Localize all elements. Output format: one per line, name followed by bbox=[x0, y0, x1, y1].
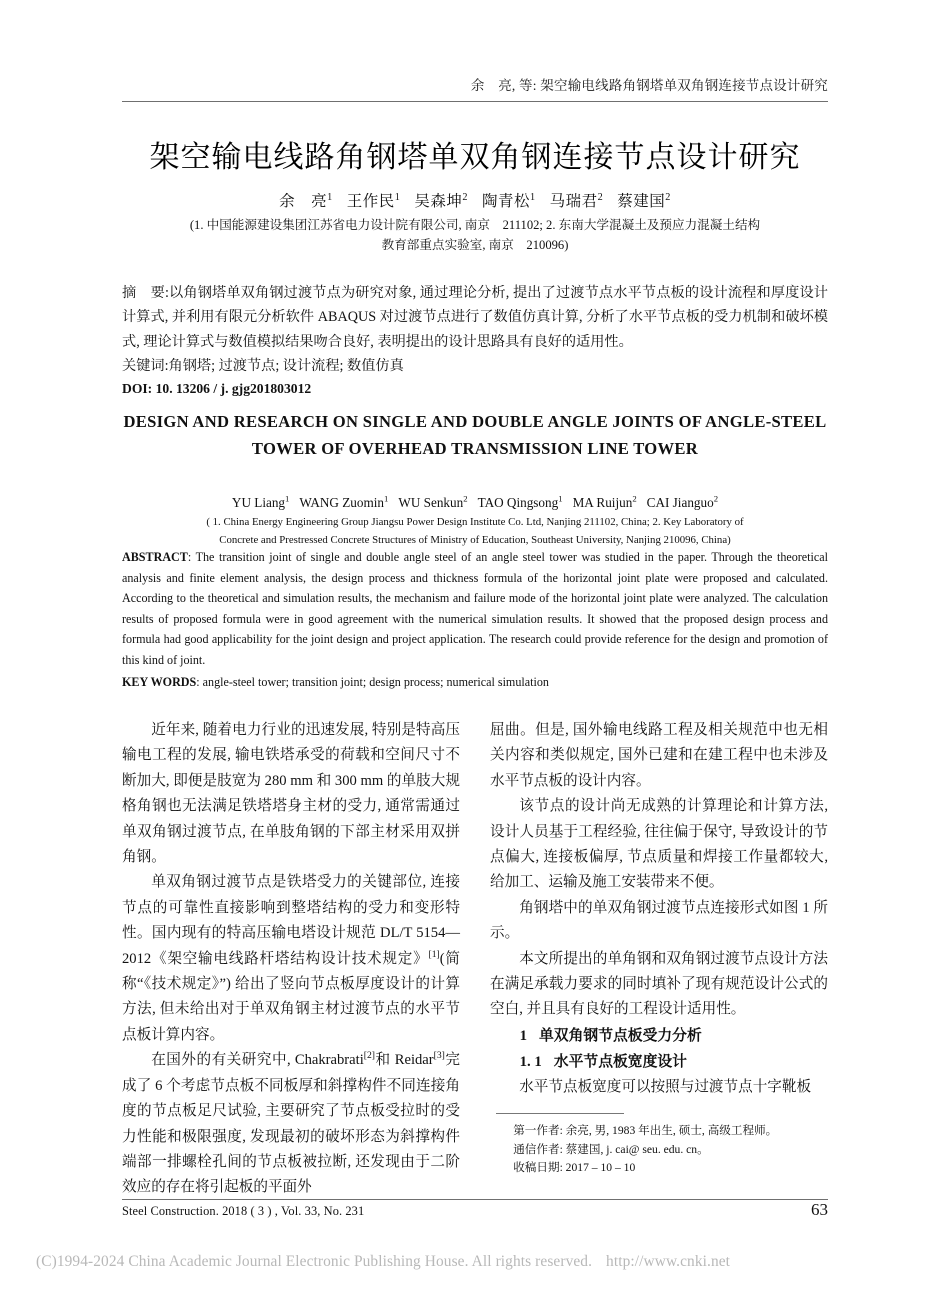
author-affil-marker: 2 bbox=[665, 191, 671, 203]
reference-marker: [1] bbox=[428, 948, 440, 960]
page-number: 63 bbox=[811, 1200, 828, 1219]
body-column-left bbox=[122, 718, 460, 1201]
paragraph bbox=[122, 1048, 460, 1200]
paragraph: 近年来, 随着电力行业的迅速发展, 特别是特高压输电工程的发展, 输电铁塔承受的荷载和空间尺寸不断加大, 即便是肢宽为 280 mm 和 300 mm 的单肢大规格角钢也无法满足铁塔塔身主材的受力, 通常需通过单双角钢过渡节点, 在单肢角钢的下部主材采用双拼角钢。 bbox=[122, 722, 460, 866]
cnki-copyright-text: (C)1994-2024 China Academic Journal Electronic Publishing House. All rights reserved. bbox=[36, 1253, 593, 1270]
paragraph: 角钢塔中的单双角钢过渡节点连接形式如图 1 所示。 bbox=[490, 899, 828, 942]
section-number: 1 bbox=[519, 1027, 527, 1044]
english-title bbox=[122, 408, 828, 462]
author-affil-marker: 1 bbox=[285, 493, 290, 504]
chinese-author-list bbox=[122, 190, 828, 214]
section-heading-1 bbox=[490, 1023, 828, 1049]
body-column-right bbox=[490, 718, 828, 1178]
author-affil-marker: 2 bbox=[463, 493, 468, 504]
section-number: 1. 1 bbox=[519, 1053, 542, 1070]
author-name: 陶青松 bbox=[482, 193, 531, 210]
section-heading-1-1 bbox=[490, 1049, 828, 1075]
paragraph-part: 和 Reidar bbox=[374, 1052, 434, 1069]
author-name: MA Ruijun bbox=[572, 495, 633, 510]
reference-marker: [3] bbox=[433, 1050, 445, 1062]
chinese-keywords-text: 角钢塔; 过渡节点; 设计流程; 数值仿真 bbox=[168, 358, 404, 374]
author-name: 余 亮 bbox=[279, 193, 328, 210]
paragraph: 本文所提出的单角钢和双角钢过渡节点设计方法在满足承载力要求的同时填补了现有规范设计公式的空白, 并且具有良好的工程设计适用性。 bbox=[490, 950, 828, 1018]
author-affil-marker: 2 bbox=[713, 493, 719, 504]
footnote-divider bbox=[496, 1113, 624, 1114]
chinese-abstract-label: 摘 要: bbox=[122, 285, 169, 301]
author-affil-marker: 2 bbox=[632, 493, 637, 504]
english-keywords bbox=[122, 672, 828, 693]
reference-marker: [2] bbox=[363, 1050, 375, 1062]
author-affil-marker: 1 bbox=[384, 493, 389, 504]
paragraph-part: 完成了 6 个考虑节点板不同板厚和斜撑构件不同连接角度的节点板足尺试验, 主要研究了节点板受拉时的受力性能和极限强度, 发现最初的破坏形态为斜撑构件端部一排螺栓孔间的节点板被拉断, 还发现由于二阶效应的存在将引起板的平面外 bbox=[122, 1052, 460, 1196]
english-keywords-label: KEY WORDS bbox=[122, 675, 197, 689]
footnote-corresponding-author: 通信作者: 蔡建国, j. cai@ seu. edu. cn。 bbox=[513, 1142, 709, 1156]
author-name: 王作民 bbox=[346, 193, 395, 210]
paragraph: 屈曲。但是, 国外输电线路工程及相关规范中也无相关内容和类似规定, 国外已建和在建工程中也未涉及水平节点板的设计内容。 bbox=[490, 722, 828, 789]
footer-divider bbox=[122, 1199, 828, 1200]
cnki-url: http://www.cnki.net bbox=[606, 1253, 731, 1270]
chinese-abstract bbox=[122, 281, 828, 354]
author-name: YU Liang bbox=[231, 495, 286, 510]
running-head: 余 亮, 等: 架空输电线路角钢塔单双角钢连接节点设计研究 bbox=[470, 78, 828, 93]
affiliation-line: (1. 中国能源建设集团江苏省电力设计院有限公司, 南京 211102; 2. 东南大学混凝土及预应力混凝土结构 bbox=[189, 218, 761, 232]
author-affil-marker: 2 bbox=[462, 191, 468, 203]
footer-journal-info: Steel Construction. 2018 ( 3 ) , Vol. 33, No. 231 bbox=[122, 1204, 365, 1218]
author-name: WANG Zuomin bbox=[299, 495, 385, 510]
author-name: 吴森坤 bbox=[414, 193, 463, 210]
author-name: CAI Jianguo bbox=[646, 495, 714, 510]
affiliation-line: ( 1. China Energy Engineering Group Jiangsu Power Design Institute Co. Ltd, Nanjing 211102, China; 2. Key Laboratory of bbox=[206, 516, 744, 528]
author-affil-marker: 1 bbox=[558, 493, 563, 504]
author-name: 蔡建国 bbox=[617, 193, 666, 210]
section-title: 单双角钢节点板受力分析 bbox=[539, 1027, 702, 1044]
chinese-abstract-text: 以角钢塔单双角钢过渡节点为研究对象, 通过理论分析, 提出了过渡节点水平节点板的设计流程和厚度设计计算式, 并利用有限元分析软件 ABAQUS 对过渡节点进行了数值仿真计算, 分析了水平节点板的受力机制和破坏模式, 理论计算式与数值模拟结果吻合良好, 表明提出的设计思路具有良好的适用性。 bbox=[122, 285, 828, 350]
author-affil-marker: 1 bbox=[327, 191, 333, 203]
english-keywords-text: : angle-steel tower; transition joint; design process; numerical simulation bbox=[196, 675, 549, 689]
running-head-divider bbox=[122, 101, 828, 102]
english-author-list bbox=[122, 493, 828, 513]
paragraph-part: (简称“《技术规定》”) 给出了竖向节点板厚度设计的计算方法, 但未给出对于单双角钢主材过渡节点的水平节点板计算内容。 bbox=[122, 950, 460, 1043]
author-affil-marker: 2 bbox=[597, 191, 604, 203]
english-abstract-text: : The transition joint of single and double angle steel of an angle steel tower was studied in the paper. Through the theoretical analysis and finite element analysis, the design process and thickness formula of the horizontal joint plate were proposed and calculated. According to the theoretical and simulation results, the mechanism and failure mode of the horizontal joint plate were analyzed. The calculation results of proposed formula were in good agreement with the numerical simulation results. It showed that the proposed design process and formula had good applicability for the joint design and project application. The research could provide reference for the design and promotion of this kind of joint. bbox=[122, 550, 828, 667]
paragraph-part: 在国外的有关研究中, Chakrabrati bbox=[151, 1052, 364, 1069]
chinese-affiliation bbox=[150, 216, 800, 255]
english-abstract bbox=[122, 547, 828, 671]
affiliation-line: 教育部重点实验室, 南京 210096) bbox=[381, 237, 569, 252]
chinese-keywords bbox=[122, 354, 828, 378]
chinese-keywords-label: 关键词: bbox=[122, 358, 169, 374]
english-affiliation bbox=[140, 514, 810, 549]
section-title: 水平节点板宽度设计 bbox=[553, 1053, 687, 1070]
author-name: WU Senkun bbox=[398, 495, 464, 510]
paragraph-part: 单双角钢过渡节点是铁塔受力的关键部位, 连接节点的可靠性直接影响到整塔结构的受力和变形特性。国内现有的特高压输电塔设计规范 DL/T 5154—2012《架空输电线路杆塔结构设计技术规定》 bbox=[122, 874, 460, 967]
english-abstract-label: ABSTRACT bbox=[122, 550, 188, 564]
author-affil-marker: 1 bbox=[530, 191, 536, 203]
doi: DOI: 10. 13206 / j. gjg201803012 bbox=[122, 381, 312, 396]
cnki-watermark bbox=[36, 1253, 916, 1271]
paragraph: 该节点的设计尚无成熟的计算理论和计算方法, 设计人员基于工程经验, 往往偏于保守, 导致设计的节点偏大, 连接板偏厚, 节点质量和焊接工作量都较大, 给加工、运输及施工安装带来不便。 bbox=[490, 798, 828, 891]
page-title: 架空输电线路角钢塔单双角钢连接节点设计研究 bbox=[149, 141, 801, 175]
author-name: TAO Qingsong bbox=[477, 495, 559, 510]
author-affil-marker: 1 bbox=[394, 191, 401, 203]
footnote-received-date: 收稿日期: 2017 – 10 – 10 bbox=[513, 1161, 636, 1175]
english-title-line: TOWER OF OVERHEAD TRANSMISSION LINE TOWER bbox=[251, 439, 699, 458]
affiliation-line: Concrete and Prestressed Concrete Structures of Ministry of Education, Southeast University, Nanjing 210096, China) bbox=[219, 533, 731, 546]
paragraph bbox=[122, 870, 460, 1048]
author-name: 马瑞君 bbox=[549, 193, 598, 210]
footnote-first-author: 第一作者: 余亮, 男, 1983 年出生, 硕士, 高级工程师。 bbox=[513, 1124, 778, 1138]
paragraph: 水平节点板宽度可以按照与过渡节点十字靴板 bbox=[519, 1078, 812, 1095]
english-title-line: DESIGN AND RESEARCH ON SINGLE AND DOUBLE ANGLE JOINTS OF ANGLE-STEEL bbox=[123, 412, 827, 431]
